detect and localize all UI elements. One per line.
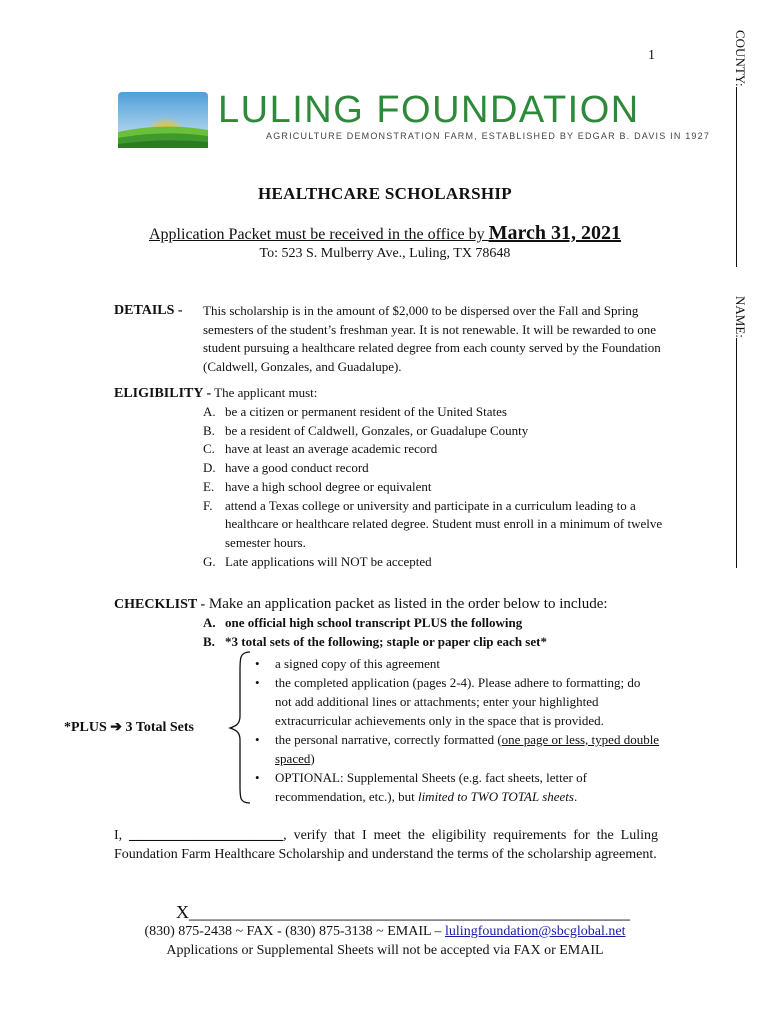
- list-item: • the completed application (pages 2-4). Please adhere to formatting; do not add additional lines or attachments; enter your highlighted extracurricular achievements only in the space that is provided.: [255, 673, 660, 730]
- name-label: NAME:: [733, 296, 748, 338]
- checklist-bullets: [255, 654, 660, 806]
- county-label: COUNTY:: [733, 30, 748, 87]
- sunrise-field-logo-icon: [118, 92, 208, 148]
- list-item: • OPTIONAL: Supplemental Sheets (e.g. fact sheets, letter of recommendation, etc.), but limited to TWO TOTAL sheets.: [255, 768, 660, 806]
- list-item: C. have at least an average academic record: [203, 441, 438, 457]
- list-item: A. be a citizen or permanent resident of the United States: [203, 404, 507, 419]
- eligibility-heading: [114, 385, 317, 402]
- eligibility-list: [203, 403, 673, 571]
- footer-note: Applications or Supplemental Sheets will not be accepted via FAX or EMAIL: [166, 943, 604, 958]
- checklist-item-b: B. *3 total sets of the following; staple or paper clip each set*: [203, 634, 547, 649]
- page-number: 1: [648, 48, 655, 63]
- checklist-heading: [114, 596, 608, 613]
- checklist-label: CHECKLIST -: [114, 597, 206, 612]
- checklist-item-a: A. one official high school transcript PLUS the following: [203, 615, 523, 630]
- name-line[interactable]: [736, 338, 737, 568]
- verification-statement: I, ______________________, verify that I meet the eligibility requirements for the Luling Foundation Farm Healthcare Scholarship and understand the terms of the scholarship agreement.: [114, 828, 658, 862]
- curly-brace-icon: [228, 650, 252, 805]
- applicant-name-blank[interactable]: ______________________: [129, 828, 284, 843]
- page-title: HEALTHCARE SCHOLARSHIP: [258, 184, 512, 203]
- deadline-prefix: Application Packet must be received in the office by: [149, 226, 489, 243]
- foundation-logo: [118, 89, 711, 150]
- eligibility-intro: The applicant must:: [211, 385, 318, 400]
- details-label: DETAILS -: [114, 303, 183, 318]
- list-item: F. attend a Texas college or university and participate in a curriculum leading to a healthcare or healthcare related degree. Student must enroll in a minimum of twelve semester hours.: [203, 497, 663, 550]
- list-item: • a signed copy of this agreement: [255, 654, 660, 673]
- checklist-intro: Make an application packet as listed in the order below to include:: [205, 596, 608, 612]
- logo-subtitle: AGRICULTURE DEMONSTRATION FARM, ESTABLISHED BY EDGAR B. DAVIS IN 1927: [266, 131, 711, 141]
- signature-line[interactable]: X_________________________________________________: [176, 902, 630, 922]
- list-item: E. have a high school degree or equivalent: [203, 478, 432, 494]
- email-link[interactable]: lulingfoundation@sbcglobal.net: [445, 924, 626, 939]
- plus-sets-label: *PLUS ➔ 3 Total Sets: [64, 720, 194, 735]
- list-item: B. be a resident of Caldwell, Gonzales, or Guadalupe County: [203, 422, 529, 438]
- eligibility-label: ELIGIBILITY -: [114, 386, 212, 401]
- list-item: D. have a good conduct record: [203, 460, 369, 476]
- details-text: This scholarship is in the amount of $2,000 to be dispersed over the Fall and Spring semesters of the student’s freshman year. It is not renewable. It will be rewarded to one student pursuing a healthcare related degree from each county served by the Foundation (Caldwell, Gonzales, and Guadalupe).: [203, 303, 661, 374]
- deadline-line: [0, 222, 770, 245]
- list-item: G. Late applications will NOT be accepted: [203, 553, 432, 569]
- logo-wordmark: LULING FOUNDATION: [218, 89, 640, 131]
- mailing-address: To: 523 S. Mulberry Ave., Luling, TX 78648: [259, 246, 511, 261]
- contact-info: (830) 875-2438 ~ FAX - (830) 875-3138 ~ EMAIL – lulingfoundation@sbcglobal.net: [144, 924, 626, 939]
- list-item: • the personal narrative, correctly formatted (one page or less, typed double spaced): [255, 730, 660, 768]
- name-field: [732, 296, 748, 568]
- deadline-date: March 31, 2021: [488, 222, 621, 244]
